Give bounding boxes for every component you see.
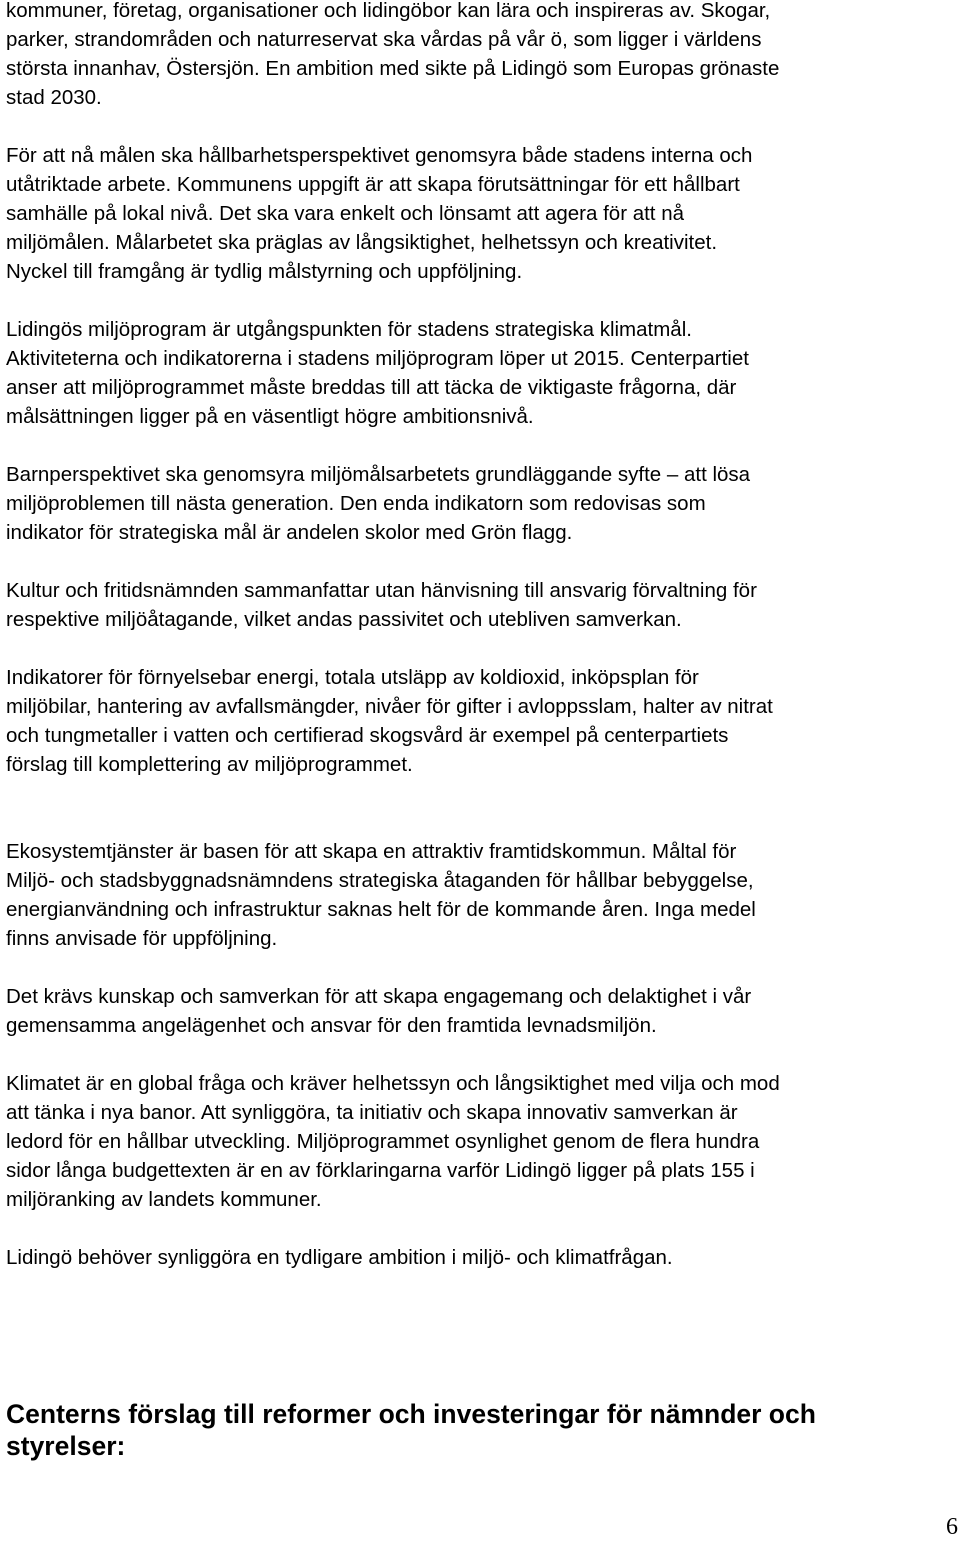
paragraph-culture-committee: Kultur och fritidsnämnden sammanfattar utan hänvisning till ansvarig förvaltning för respektive miljöåtagande, vilket andas passivitet och utebliven samverkan. — [6, 579, 757, 631]
paragraph-ecosystem-services: Ekosystemtjänster är basen för att skapa en attraktiv framtidskommun. Måltal för Miljö- och stadsbyggnadsnämndens strategiska åtaganden för hållbar bebyggelse, energianvändning och infrastruktur saknas helt för de kommande åren. Inga medel finns anvisade för uppföljning. — [6, 840, 756, 950]
paragraph-conclusion: Lidingö behöver synliggöra en tydligare ambition i miljö- och klimatfrågan. — [6, 1246, 673, 1269]
paragraph-indicators: Indikatorer för förnyelsebar energi, totala utsläpp av koldioxid, inköpsplan för miljöbilar, hantering av avfallsmängder, nivåer för gifter i avloppsslam, halter av nitrat och tungmetaller i vatten och certifierad skogsvård är exempel på centerpartiets förslag till komplettering av miljöprogrammet. — [6, 666, 773, 776]
paragraph-environment-program: Lidingös miljöprogram är utgångspunkten för stadens strategiska klimatmål. Aktiviteterna och indikatorerna i stadens miljöprogram löper ut 2015. Centerpartiet anser att miljöprogrammet måste breddas till att täcka de viktigaste frågorna, där målsättningen ligger på en väsentligt högre ambitionsnivå. — [6, 318, 749, 428]
paragraph-knowledge-cooperation: Det krävs kunskap och samverkan för att skapa engagemang och delaktighet i vår gemensamma angelägenhet och ansvar för den framtida levnadsmiljön. — [6, 985, 752, 1037]
paragraph-child-perspective: Barnperspektivet ska genomsyra miljömålsarbetets grundläggande syfte – att lösa miljöproblemen till nästa generation. Den enda indikatorn som redovisas som indikator för strategiska mål är andelen skolor med Grön flagg. — [6, 463, 751, 544]
paragraph-sustainability-perspective: För att nå målen ska hållbarhetsperspektivet genomsyra både stadens interna och utåtriktade arbete. Kommunens uppgift är att skapa förutsättningar för ett hållbart samhälle på lokal nivå. Det ska vara enkelt och lönsamt att agera för att nå miljömålen. Målarbetet ska präglas av långsiktighet, helhetssyn och kreativitet. Nyckel till framgång är tydlig målstyrning och uppföljning. — [6, 144, 753, 283]
paragraph-climate: Klimatet är en global fråga och kräver helhetssyn och långsiktighet med vilja och mod att tänka i nya banor. Att synliggöra, ta initiativ och skapa innovativ samverkan är ledord för en hållbar utveckling. Miljöprogrammet osynlighet genom de flera hundra sidor långa budgettexten är en av förklaringarna varför Lidingö ligger på plats 155 i miljöranking av landets kommuner. — [6, 1072, 780, 1211]
body-text — [6, 0, 956, 1301]
page-number: 6 — [946, 1514, 958, 1540]
section-heading: Centerns förslag till reformer och investeringar för nämnder och styrelser: — [6, 1399, 816, 1461]
paragraph-goals-intro: kommuner, företag, organisationer och lidingöbor kan lära och inspireras av. Skogar, parker, strandområden och naturreservat ska vårdas på vår ö, som ligger i världens största innanhav, Östersjön. En ambition med sikte på Lidingö som Europas grönaste stad 2030. — [6, 0, 780, 109]
